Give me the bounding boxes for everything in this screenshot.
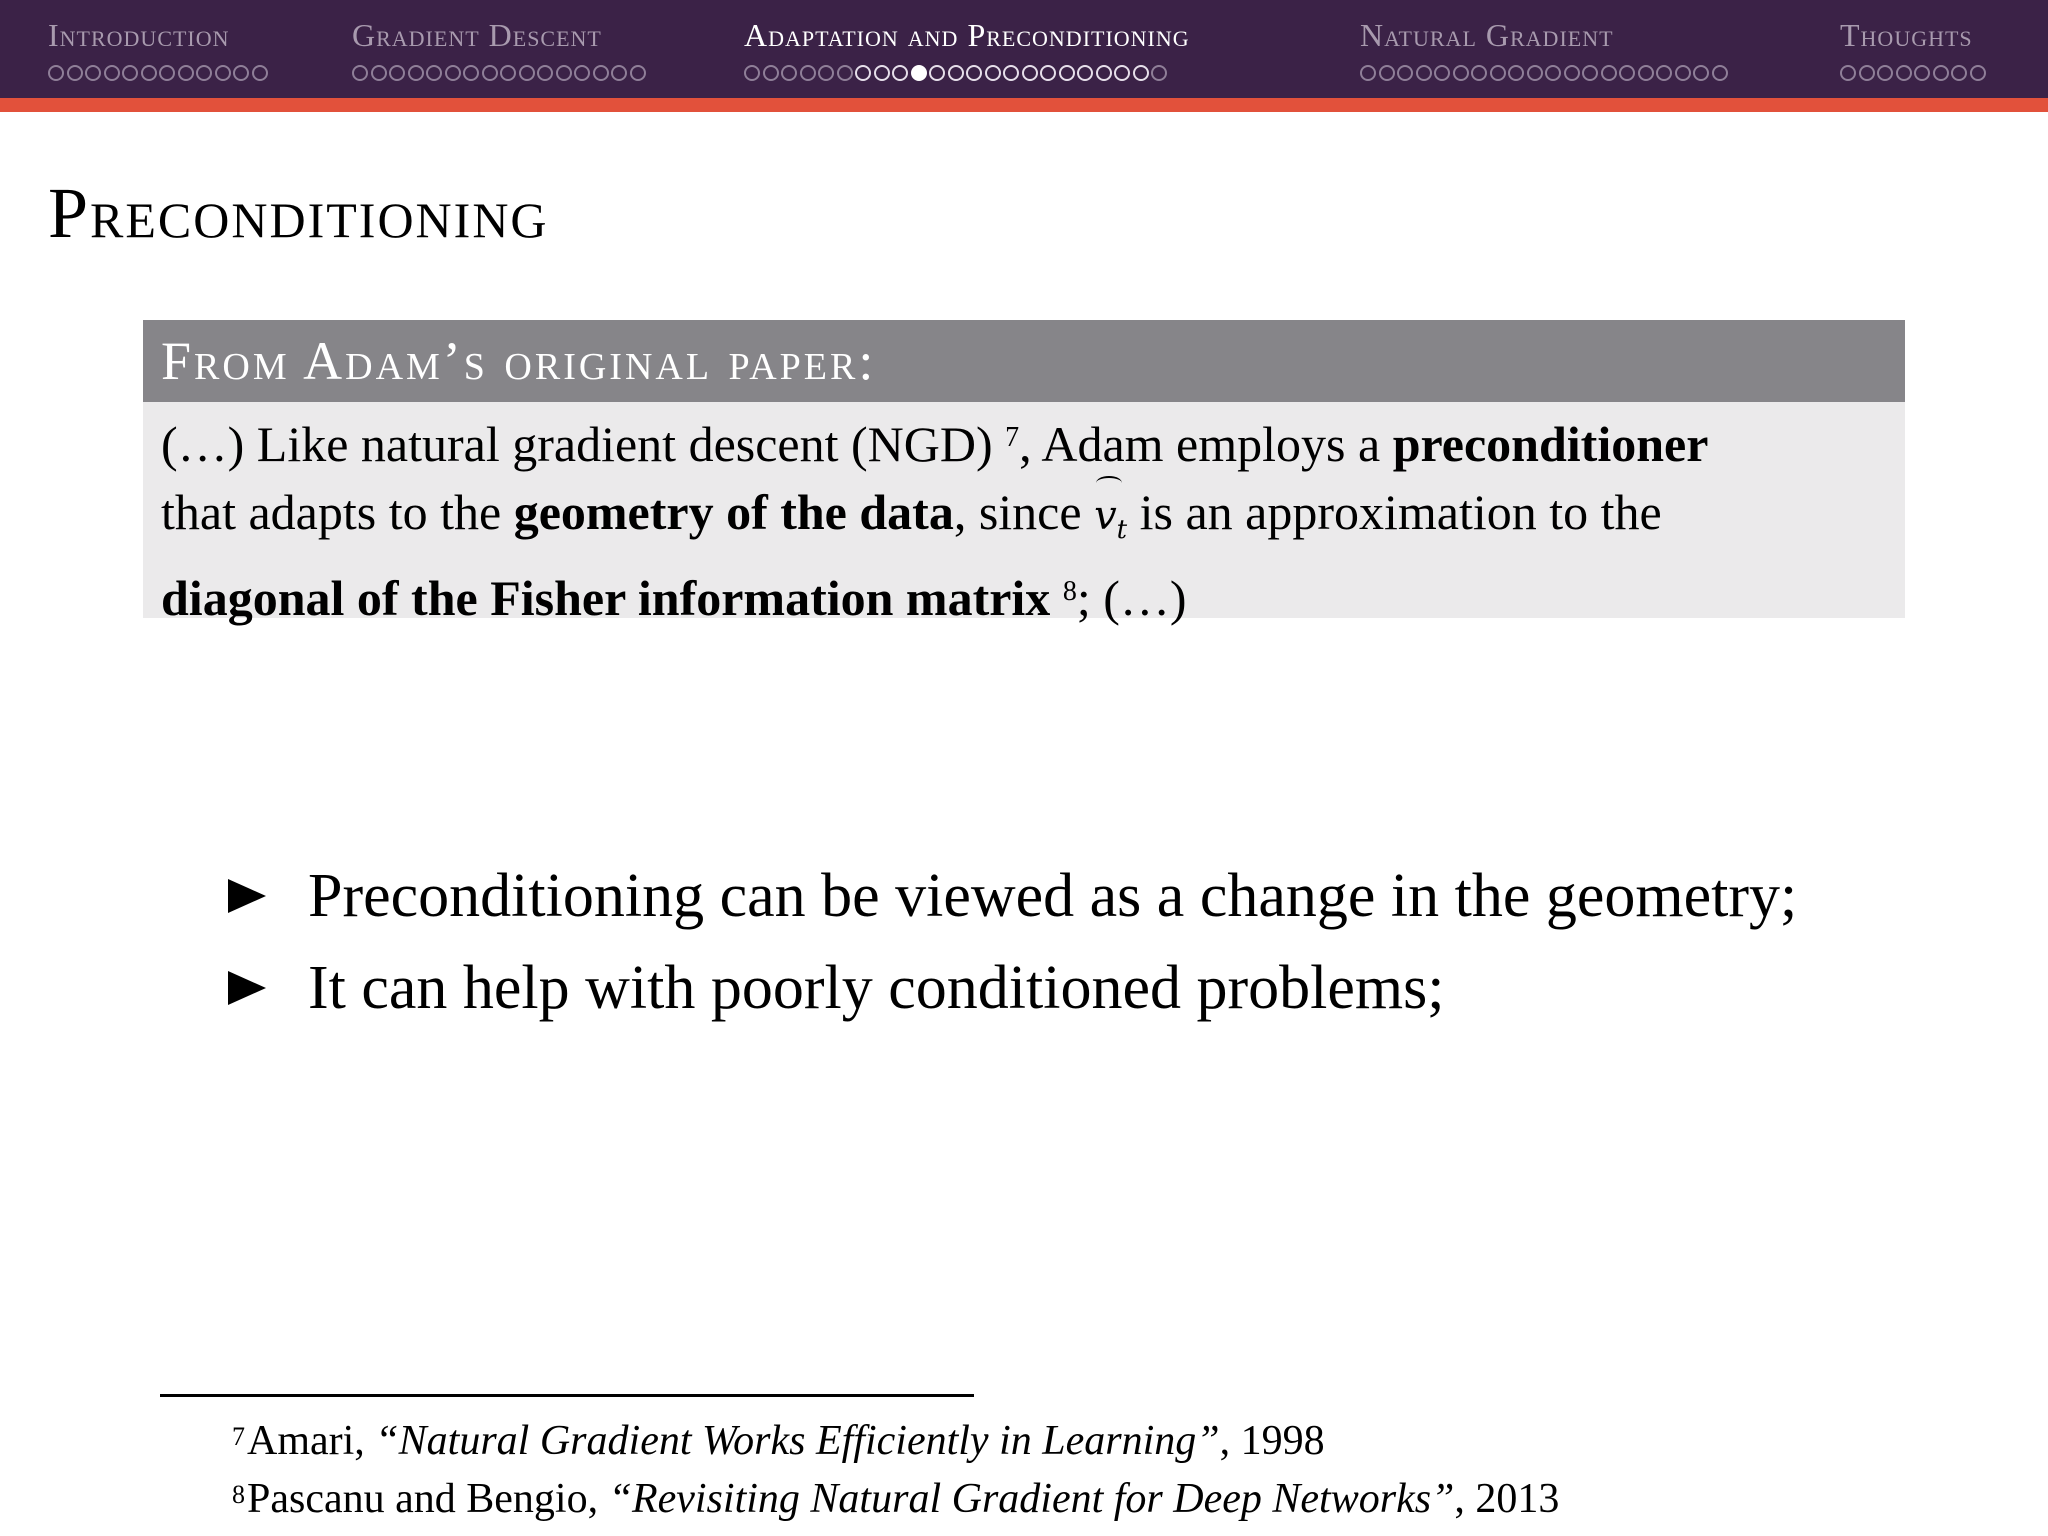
footnote-author: Amari, xyxy=(247,1418,376,1464)
nav-slide-dot[interactable] xyxy=(1582,65,1598,81)
nav-slide-dot[interactable] xyxy=(445,65,461,81)
footnote-ref-8[interactable]: 8 xyxy=(1062,576,1077,607)
nav-slide-dot[interactable] xyxy=(593,65,609,81)
bullet-text: Preconditioning can be viewed as a change in the geometry; xyxy=(308,862,1798,930)
nav-slide-dot[interactable] xyxy=(1453,65,1469,81)
nav-slide-dot[interactable] xyxy=(519,65,535,81)
nav-accent-bar xyxy=(0,98,2048,112)
nav-slide-dot[interactable] xyxy=(482,65,498,81)
footnote-ref-7[interactable]: 7 xyxy=(1005,422,1020,453)
nav-progress-dots xyxy=(1840,62,1988,84)
nav-section-label[interactable]: Introduction xyxy=(48,17,230,53)
footnote-year: , 2013 xyxy=(1454,1476,1560,1522)
nav-slide-dot[interactable] xyxy=(463,65,479,81)
nav-slide-dot[interactable] xyxy=(1693,65,1709,81)
math-hat-symbol: v xyxy=(1094,482,1117,550)
nav-slide-dot[interactable] xyxy=(371,65,387,81)
nav-progress-dots xyxy=(48,62,270,84)
nav-progress-dots xyxy=(744,62,1190,84)
nav-slide-dot[interactable] xyxy=(892,65,908,81)
nav-slide-dot[interactable] xyxy=(1914,65,1930,81)
quote-bold-term: preconditioner xyxy=(1392,416,1709,472)
nav-slide-dot[interactable] xyxy=(1133,65,1149,81)
list-item xyxy=(228,850,1797,942)
nav-slide-dot[interactable] xyxy=(1656,65,1672,81)
nav-slide-dot[interactable] xyxy=(929,65,945,81)
nav-section-introduction[interactable] xyxy=(48,18,270,84)
nav-section-thoughts[interactable] xyxy=(1840,18,1988,84)
quote-block-body xyxy=(143,402,1905,626)
bullet-list xyxy=(228,850,1797,1034)
nav-slide-dot[interactable] xyxy=(1877,65,1893,81)
nav-slide-dot[interactable] xyxy=(1471,65,1487,81)
page-title: Preconditioning xyxy=(48,173,549,253)
quote-text: ; (…) xyxy=(1076,570,1187,626)
nav-slide-dot[interactable] xyxy=(1003,65,1019,81)
nav-slide-dot[interactable] xyxy=(1096,65,1112,81)
nav-slide-dot[interactable] xyxy=(178,65,194,81)
nav-slide-dot[interactable] xyxy=(800,65,816,81)
nav-section-gradient-descent[interactable] xyxy=(352,18,648,84)
nav-section-label[interactable]: Adaptation and Preconditioning xyxy=(744,17,1190,53)
footnote-author: Pascanu and Bengio, xyxy=(247,1476,609,1522)
list-item xyxy=(228,942,1797,1034)
navigation-bar xyxy=(0,0,2048,98)
quote-text: that adapts to the xyxy=(161,484,514,540)
nav-slide-dot[interactable] xyxy=(763,65,779,81)
nav-slide-dot[interactable] xyxy=(352,65,368,81)
nav-slide-dot[interactable] xyxy=(1077,65,1093,81)
nav-slide-dot[interactable] xyxy=(1712,65,1728,81)
quote-block-title: From Adam’s original paper: xyxy=(143,320,1905,402)
footnote-year: , 1998 xyxy=(1219,1418,1325,1464)
nav-slide-dot[interactable] xyxy=(818,65,834,81)
nav-slide-dot[interactable] xyxy=(1379,65,1395,81)
nav-slide-dot[interactable] xyxy=(104,65,120,81)
nav-slide-dot[interactable] xyxy=(1022,65,1038,81)
footnote-title: “Natural Gradient Works Efficiently in Learning” xyxy=(375,1418,1220,1464)
math-subscript: t xyxy=(1116,515,1128,545)
nav-progress-dots xyxy=(1360,62,1730,84)
footnote-number: 8 xyxy=(232,1480,245,1509)
nav-slide-dot[interactable] xyxy=(966,65,982,81)
footnote-title: “Revisiting Natural Gradient for Deep Networks” xyxy=(608,1476,1455,1522)
nav-section-label[interactable]: Natural Gradient xyxy=(1360,17,1614,53)
nav-slide-dot[interactable] xyxy=(1638,65,1654,81)
nav-slide-dot[interactable] xyxy=(630,65,646,81)
nav-section-label[interactable]: Gradient Descent xyxy=(352,17,602,53)
bullet-triangle-icon xyxy=(228,879,266,913)
nav-slide-dot[interactable] xyxy=(1933,65,1949,81)
nav-slide-dot[interactable] xyxy=(556,65,572,81)
nav-section-label[interactable]: Thoughts xyxy=(1840,17,1973,53)
nav-slide-dot[interactable] xyxy=(985,65,1001,81)
nav-slide-dot[interactable] xyxy=(1601,65,1617,81)
nav-slide-dot[interactable] xyxy=(1951,65,1967,81)
nav-slide-dot[interactable] xyxy=(196,65,212,81)
nav-slide-dot[interactable] xyxy=(1508,65,1524,81)
nav-progress-dots xyxy=(352,62,648,84)
nav-slide-dot[interactable] xyxy=(781,65,797,81)
quote-text: (…) Like natural gradient descent (NGD) xyxy=(161,416,1006,472)
nav-slide-dot[interactable] xyxy=(1114,65,1130,81)
bullet-triangle-icon xyxy=(228,971,266,1005)
quote-text: , since xyxy=(953,484,1095,540)
nav-slide-dot[interactable] xyxy=(1840,65,1856,81)
nav-slide-dot[interactable] xyxy=(874,65,890,81)
bullet-text: It can help with poorly conditioned problems; xyxy=(308,954,1445,1022)
footnote-number: 7 xyxy=(232,1422,245,1451)
nav-slide-dot[interactable] xyxy=(1360,65,1376,81)
nav-slide-dot[interactable] xyxy=(1434,65,1450,81)
nav-slide-dot[interactable] xyxy=(215,65,231,81)
nav-slide-dot[interactable] xyxy=(67,65,83,81)
nav-slide-dot[interactable] xyxy=(1859,65,1875,81)
nav-slide-dot[interactable] xyxy=(1490,65,1506,81)
nav-slide-dot[interactable] xyxy=(1397,65,1413,81)
nav-slide-dot[interactable] xyxy=(537,65,553,81)
nav-slide-dot[interactable] xyxy=(1675,65,1691,81)
nav-slide-dot[interactable] xyxy=(1564,65,1580,81)
nav-slide-dot[interactable] xyxy=(1151,65,1167,81)
math-v-hat-t xyxy=(1094,493,1128,545)
nav-slide-dot[interactable] xyxy=(141,65,157,81)
nav-slide-dot[interactable] xyxy=(122,65,138,81)
nav-slide-dot[interactable] xyxy=(1896,65,1912,81)
footnote-divider xyxy=(160,1394,974,1397)
nav-slide-dot[interactable] xyxy=(574,65,590,81)
nav-slide-dot[interactable] xyxy=(1619,65,1635,81)
nav-slide-dot[interactable] xyxy=(948,65,964,81)
nav-slide-dot[interactable] xyxy=(1416,65,1432,81)
quote-block xyxy=(143,320,1905,626)
footnotes xyxy=(232,1412,1559,1528)
quote-bold-term: diagonal of the Fisher information matrix xyxy=(161,570,1051,626)
nav-slide-dot[interactable] xyxy=(1059,65,1075,81)
nav-slide-dot[interactable] xyxy=(389,65,405,81)
nav-slide-dot[interactable] xyxy=(252,65,268,81)
nav-slide-dot[interactable] xyxy=(837,65,853,81)
nav-slide-dot[interactable] xyxy=(408,65,424,81)
nav-slide-dot[interactable] xyxy=(426,65,442,81)
nav-slide-dot[interactable] xyxy=(1527,65,1543,81)
nav-section-adaptation-and-preconditioning[interactable] xyxy=(744,18,1190,84)
nav-slide-dot[interactable] xyxy=(611,65,627,81)
nav-current-slide-dot[interactable] xyxy=(911,65,927,81)
nav-slide-dot[interactable] xyxy=(1545,65,1561,81)
nav-slide-dot[interactable] xyxy=(159,65,175,81)
nav-slide-dot[interactable] xyxy=(855,65,871,81)
quote-text: , Adam employs a xyxy=(1019,416,1393,472)
nav-slide-dot[interactable] xyxy=(233,65,249,81)
nav-slide-dot[interactable] xyxy=(85,65,101,81)
nav-slide-dot[interactable] xyxy=(48,65,64,81)
quote-bold-term: geometry of the data xyxy=(513,484,954,540)
quote-text: is an approximation to the xyxy=(1127,484,1662,540)
footnote-8 xyxy=(232,1470,1559,1528)
nav-slide-dot[interactable] xyxy=(1040,65,1056,81)
nav-section-natural-gradient[interactable] xyxy=(1360,18,1730,84)
nav-slide-dot[interactable] xyxy=(500,65,516,81)
footnote-7 xyxy=(232,1412,1559,1470)
nav-slide-dot[interactable] xyxy=(1970,65,1986,81)
nav-slide-dot[interactable] xyxy=(744,65,760,81)
